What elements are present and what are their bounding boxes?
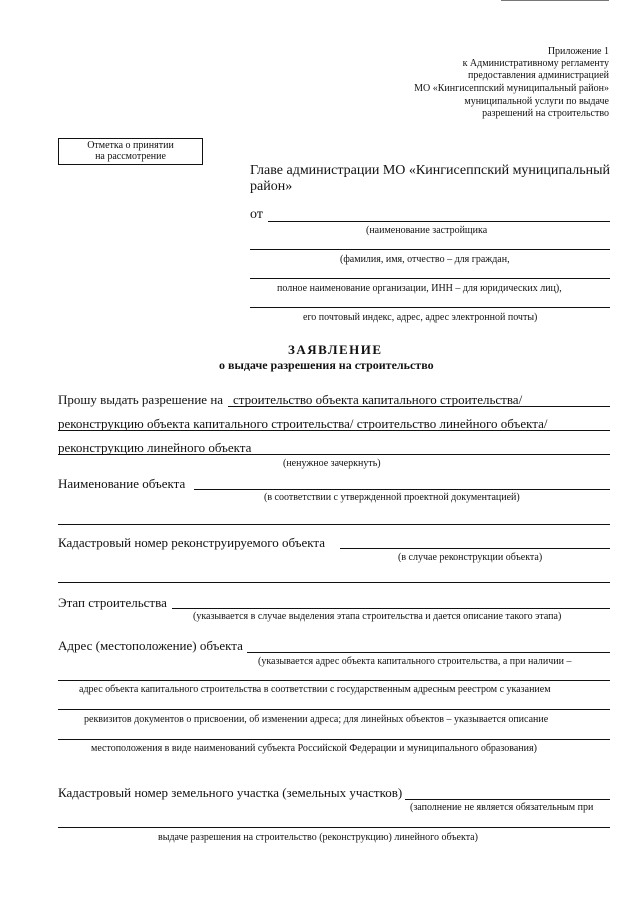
cadastral-object-label: Кадастровый номер реконструируемого объекта: [58, 535, 326, 550]
cadastral-land-label: Кадастровый номер земельного участка (земельных участков): [58, 785, 403, 800]
cadastral-land-field[interactable]: [405, 799, 610, 800]
object-name-field-2[interactable]: [58, 524, 610, 525]
object-name-field[interactable]: [194, 489, 610, 490]
applicant-org-field[interactable]: [250, 278, 610, 279]
request-line-1: [228, 406, 610, 407]
document-subtitle: о выдаче разрешения на строительство: [219, 358, 434, 372]
applicant-org-hint: полное наименование организации, ИНН – для юридических лиц),: [277, 283, 562, 294]
address-field[interactable]: [247, 652, 610, 653]
acceptance-mark-line-1: Отметка о принятии: [87, 140, 174, 151]
request-option-3[interactable]: реконструкцию линейного объекта: [58, 440, 252, 455]
addressee-line-2: район»: [250, 179, 293, 194]
addressee-line-1: [250, 163, 610, 179]
request-option-2[interactable]: реконструкцию объекта капитального строительства/ строительство линейного объекта/: [58, 416, 548, 431]
addressee-word: МО: [382, 163, 406, 178]
address-hint-2: адрес объекта капитального строительства в соответствии с государственным адресным реестром с указанием: [79, 684, 551, 695]
request-hint: (ненужное зачеркнуть): [283, 458, 381, 469]
request-line-2: [58, 430, 610, 431]
addressee-word: Главе: [250, 163, 283, 178]
top-edge-mark: [501, 0, 609, 1]
cadastral-object-field[interactable]: [340, 548, 610, 549]
appendix-line-3: предоставления администрацией: [468, 70, 609, 81]
address-field-3[interactable]: [58, 709, 610, 710]
stage-label: Этап строительства: [58, 595, 167, 610]
appendix-line-4: МО «Кингисеппский муниципальный район»: [414, 83, 609, 94]
applicant-fio-hint: (фамилия, имя, отчество – для граждан,: [340, 254, 510, 265]
acceptance-mark-line-2: на рассмотрение: [95, 151, 166, 162]
address-field-4[interactable]: [58, 739, 610, 740]
address-hint-3: реквизитов документов о присвоении, об изменении адреса; для линейных объектов – указывается описание: [84, 714, 549, 725]
appendix-line-5: муниципальной услуги по выдаче: [464, 96, 609, 107]
stage-hint: (указывается в случае выделения этапа строительства и дается описание такого этапа): [193, 611, 562, 622]
acceptance-mark-box: [58, 138, 203, 165]
address-hint-4: местоположения в виде наименований субъекта Российской Федерации и муниципального образования): [91, 743, 537, 754]
request-prefix: Прошу выдать разрешение на: [58, 392, 224, 407]
addressee-word: администрации: [286, 163, 380, 178]
cadastral-object-hint: (в случае реконструкции объекта): [398, 552, 543, 563]
applicant-fio-field[interactable]: [250, 249, 610, 250]
request-option-1[interactable]: строительство объекта капитального строительства/: [233, 392, 523, 407]
addressee-word: «Кингисеппский: [408, 163, 510, 178]
applicant-name-hint: (наименование застройщика: [366, 225, 488, 236]
address-hint-1: (указывается адрес объекта капитального строительства, а при наличии –: [258, 656, 572, 667]
appendix-line-2: к Административному регламенту: [462, 58, 609, 69]
appendix-line-1: Приложение 1: [547, 46, 609, 57]
from-label: от: [250, 207, 263, 222]
cadastral-object-field-2[interactable]: [58, 582, 610, 583]
applicant-address-hint: его почтовый индекс, адрес, адрес электронной почты): [303, 312, 538, 323]
cadastral-land-field-2[interactable]: [58, 827, 610, 828]
object-name-hint: (в соответствии с утвержденной проектной документацией): [264, 492, 520, 503]
address-field-2[interactable]: [58, 680, 610, 681]
addressee-word: муниципальный: [512, 163, 610, 178]
request-line-3: [58, 454, 610, 455]
applicant-name-field[interactable]: [268, 221, 610, 222]
appendix-line-6: разрешений на строительство: [482, 108, 609, 119]
object-name-label: Наименование объекта: [58, 476, 186, 491]
address-label: Адрес (местоположение) объекта: [58, 638, 243, 653]
stage-field[interactable]: [172, 608, 610, 609]
applicant-address-field[interactable]: [250, 307, 610, 308]
cadastral-land-hint-1: (заполнение не является обязательным при: [410, 802, 594, 813]
document-title: ЗАЯВЛЕНИЕ: [288, 342, 383, 357]
cadastral-land-hint-2: выдаче разрешения на строительство (реконструкцию) линейного объекта): [158, 832, 478, 843]
